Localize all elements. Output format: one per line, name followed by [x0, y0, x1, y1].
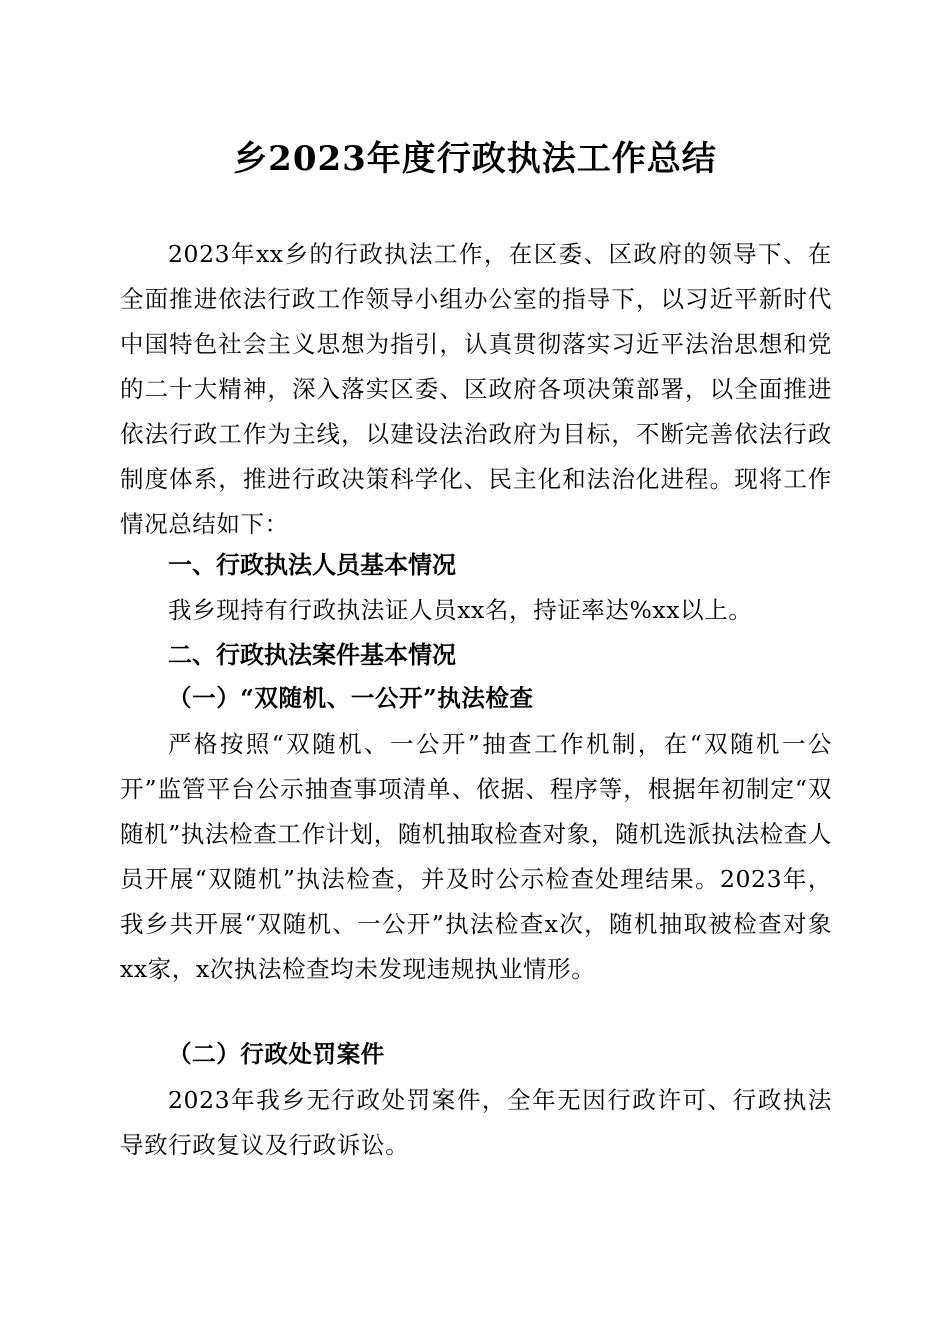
random-inspection-paragraph: 严格按照“双随机、一公开”抽查工作机制，在“双随机一公开”监管平台公示抽查事项清单、依据、程序等，根据年初制定“双随机”执法检查工作计划，随机抽取检查对象，随机选派执法检查人员开展“双随机”执法检查，并及时公示检查处理结果。2023年，我乡共开展“双随机、一公开”执法检查x次，随机抽取被检查对象xx家，x次执法检查均未发现违规执业情形。	[120, 730, 832, 983]
penalty-cases-paragraph: 2023年我乡无行政处罚案件，全年无因行政许可、行政执法导致行政复议及行政诉讼。	[120, 1086, 832, 1159]
document-title: 乡2023年度行政执法工作总结	[233, 139, 717, 179]
section-heading-cases: 二、行政执法案件基本情况	[168, 641, 456, 669]
personnel-paragraph: 我乡现持有行政执法证人员xx名，持证率达%xx以上。	[168, 596, 753, 624]
intro-paragraph: 2023年xx乡的行政执法工作，在区委、区政府的领导下、在全面推进依法行政工作领导小组办公室的指导下，以习近平新时代中国特色社会主义思想为指引，认真贯彻落实习近平法治思想和党的二十大精神，深入落实区委、区政府各项决策部署，以全面推进依法行政工作为主线，以建设法治政府为目标，不断完善依法行政制度体系，推进行政决策科学化、民主化和法治化进程。现将工作情况总结如下：	[120, 240, 832, 538]
section-heading-personnel: 一、行政执法人员基本情况	[168, 551, 456, 579]
subsection-heading-penalty-cases: （二）行政处罚案件	[168, 1040, 385, 1068]
subsection-heading-random-inspection: （一）“双随机、一公开”执法检查	[168, 684, 534, 712]
